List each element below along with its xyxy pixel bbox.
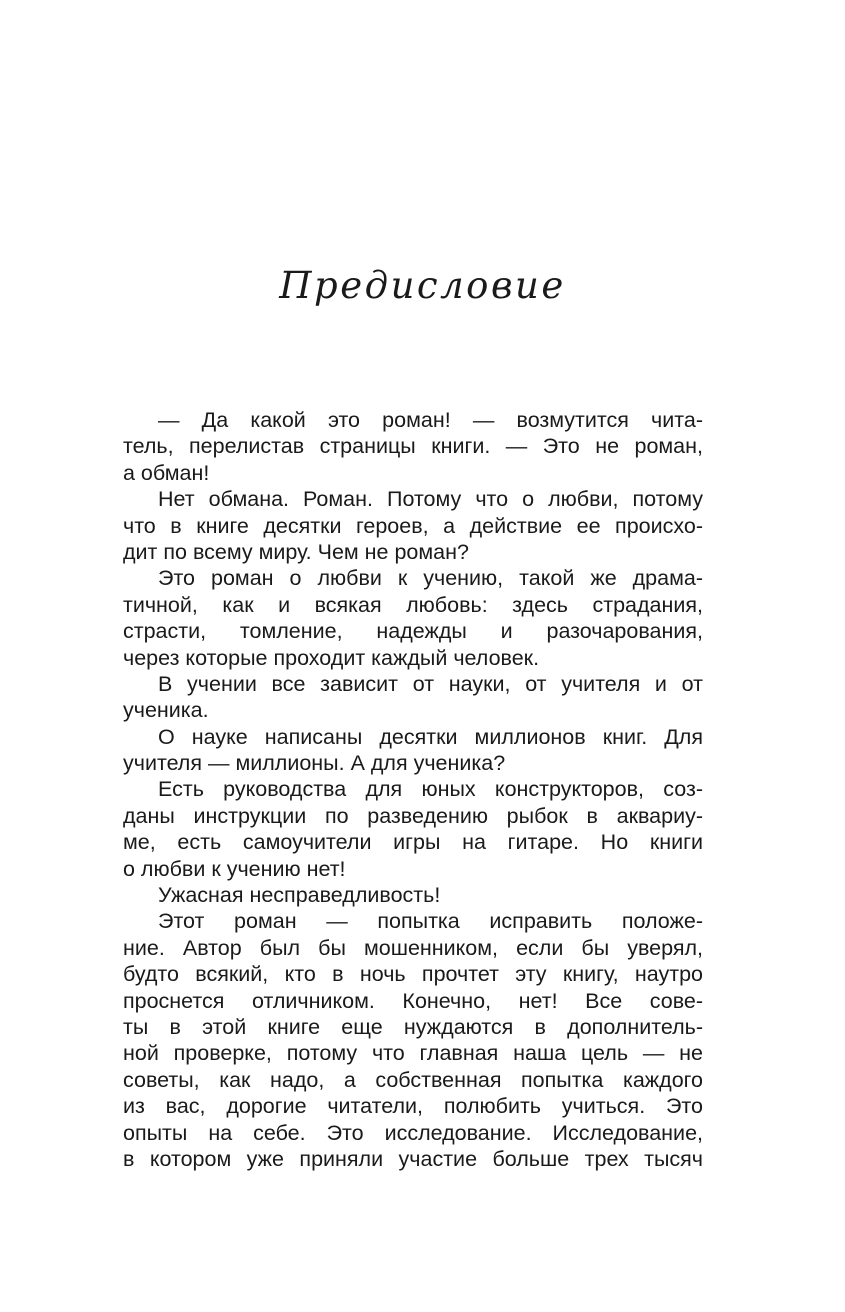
text-line: Есть руководства для юных конструкторов, соз- bbox=[158, 777, 703, 802]
text-line: что в книге десятки героев, а действие ее происхо- bbox=[123, 513, 703, 538]
text-line: даны инструкции по разведению рыбок в аквариу- bbox=[123, 803, 703, 828]
text-line: — Да какой это роман! — возмутится чита- bbox=[158, 408, 703, 432]
text-line: ной проверке, потому что главная наша цель — не bbox=[123, 1041, 703, 1066]
text-line: через которые проходит каждый человек. bbox=[123, 645, 540, 670]
text-line: о любви к учению нет! bbox=[123, 856, 346, 881]
text-line: О науке написаны десятки миллионов книг. Для bbox=[158, 724, 703, 749]
text-line: опыты на себе. Это исследование. Исследование, bbox=[123, 1120, 703, 1145]
text-line: Этот роман — попытка исправить положе- bbox=[158, 909, 703, 934]
preface-body bbox=[123, 407, 703, 1172]
text-line: ученика. bbox=[123, 698, 209, 723]
text-line: тель, перелистав страницы книги. — Это не роман, bbox=[123, 434, 703, 459]
text-line: ме, есть самоучители игры на гитаре. Но книги bbox=[123, 830, 703, 855]
text-line: Это роман о любви к учению, такой же драма- bbox=[158, 566, 703, 591]
text-line: дит по всему миру. Чем не роман? bbox=[123, 539, 469, 564]
chapter-title: Предисловие bbox=[279, 264, 566, 307]
text-line: а обман! bbox=[123, 460, 210, 485]
text-line: в котором уже приняли участие больше трех тысяч bbox=[123, 1146, 703, 1171]
text-line: из вас, дорогие читатели, полюбить учиться. Это bbox=[123, 1094, 703, 1119]
text-line: Ужасная несправедливость! bbox=[158, 883, 441, 908]
text-line: страсти, томление, надежды и разочарования, bbox=[123, 619, 703, 644]
text-line: Нет обмана. Роман. Потому что о любви, потому bbox=[158, 487, 703, 512]
text-line: ние. Автор был бы мошенником, если бы уверял, bbox=[123, 935, 703, 960]
text-line: учителя — миллионы. А для ученика? bbox=[123, 751, 506, 776]
text-line: В учении все зависит от науки, от учителя и от bbox=[158, 671, 703, 696]
text-line: ты в этой книге еще нуждаются в дополнитель- bbox=[123, 1014, 703, 1039]
text-line: проснется отличником. Конечно, нет! Все сове- bbox=[123, 988, 703, 1013]
text-line: советы, как надо, а собственная попытка каждого bbox=[123, 1067, 703, 1092]
text-line: будто всякий, кто в ночь прочтет эту книгу, наутро bbox=[123, 962, 703, 987]
text-line: тичной, как и всякая любовь: здесь страдания, bbox=[123, 592, 703, 617]
